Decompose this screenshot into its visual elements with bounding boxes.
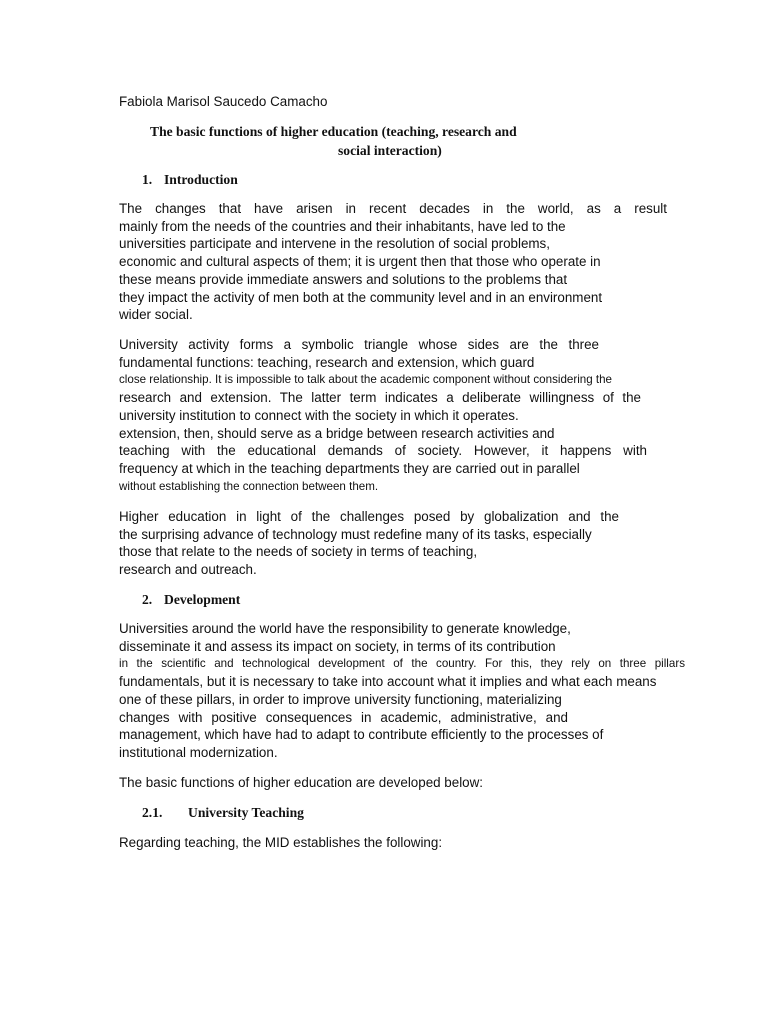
paragraph-6	[119, 834, 442, 852]
title-line-2: social interaction)	[338, 143, 442, 158]
paragraph-line: institutional modernization.	[119, 744, 278, 760]
paragraph-4	[119, 620, 697, 762]
paragraph-line: mainly from the needs of the countries and their inhabitants, have led to the	[119, 218, 566, 234]
paragraph-line: wider social.	[119, 307, 193, 323]
paragraph-line: economic and cultural aspects of them; it is urgent then that those who operate in	[119, 254, 601, 270]
section-heading-university-teaching	[142, 803, 304, 822]
paragraph-line: disseminate it and assess its impact on society, in terms of its contribution	[119, 638, 556, 654]
section-number: 2.1.	[142, 805, 163, 820]
author-name: Fabiola Marisol Saucedo Camacho	[119, 94, 328, 109]
paragraph-1	[119, 200, 667, 324]
paragraph-5	[119, 774, 483, 792]
paragraph-line: management, which have had to adapt to contribute efficiently to the processes of	[119, 727, 604, 743]
paragraph-line: Universities around the world have the responsibility to generate knowledge,	[119, 621, 571, 636]
section-heading-development	[142, 590, 240, 609]
paragraph-line: without establishing the connection between them.	[119, 479, 379, 493]
paragraph-line: Regarding teaching, the MID establishes the following:	[119, 835, 443, 850]
section-label: University Teaching	[188, 805, 304, 820]
paragraph-line: those that relate to the needs of society in terms of teaching,	[119, 544, 478, 560]
section-label: Development	[164, 592, 241, 607]
paragraph-line: changes with positive consequences in academic, administrative, and	[119, 709, 568, 725]
paragraph-line: The basic functions of higher education are developed below:	[119, 775, 484, 790]
paragraph-line: these means provide immediate answers and solutions to the problems that	[119, 271, 568, 287]
paragraph-line: University activity forms a symbolic triangle whose sides are the three	[119, 337, 599, 352]
paragraph-line: universities participate and intervene in the resolution of social problems,	[119, 236, 550, 252]
paragraph-line: in the scientific and technological development of the country. For this, they rely on three pillars	[119, 657, 685, 671]
section-heading-introduction	[142, 170, 238, 189]
paragraph-line: one of these pillars, in order to improve university functioning, materializing	[119, 691, 562, 707]
paragraph-line: frequency at which in the teaching departments they are carried out in parallel	[119, 460, 580, 476]
paragraph-line: university institution to connect with the society in which it operates.	[119, 407, 519, 423]
document-title	[150, 122, 530, 160]
paragraph-line: fundamentals, but it is necessary to take into account what it implies and what each means	[119, 674, 657, 690]
paragraph-line: research and extension. The latter term indicates a deliberate willingness of the	[119, 390, 641, 406]
section-number: 1.	[142, 172, 153, 187]
paragraph-line: Higher education in light of the challenges posed by globalization and the	[119, 509, 619, 524]
paragraph-line: research and outreach.	[119, 562, 257, 578]
paragraph-line: they impact the activity of men both at the community level and in an environment	[119, 289, 603, 305]
paragraph-line: close relationship. It is impossible to talk about the academic component without considering the	[119, 373, 613, 387]
title-line-1: The basic functions of higher education (teaching, research and	[150, 124, 517, 139]
paragraph-line: fundamental functions: teaching, research and extension, which guard	[119, 354, 535, 370]
section-label: Introduction	[164, 172, 238, 187]
paragraph-line: extension, then, should serve as a bridge between research activities and	[119, 425, 555, 441]
paragraph-line: The changes that have arisen in recent decades in the world, as a result	[119, 201, 667, 216]
paragraph-2	[119, 336, 647, 495]
section-number: 2.	[142, 592, 153, 607]
paragraph-line: teaching with the educational demands of society. However, it happens with	[119, 443, 647, 459]
paragraph-3	[119, 508, 619, 579]
paragraph-line: the surprising advance of technology must redefine many of its tasks, especially	[119, 526, 592, 542]
